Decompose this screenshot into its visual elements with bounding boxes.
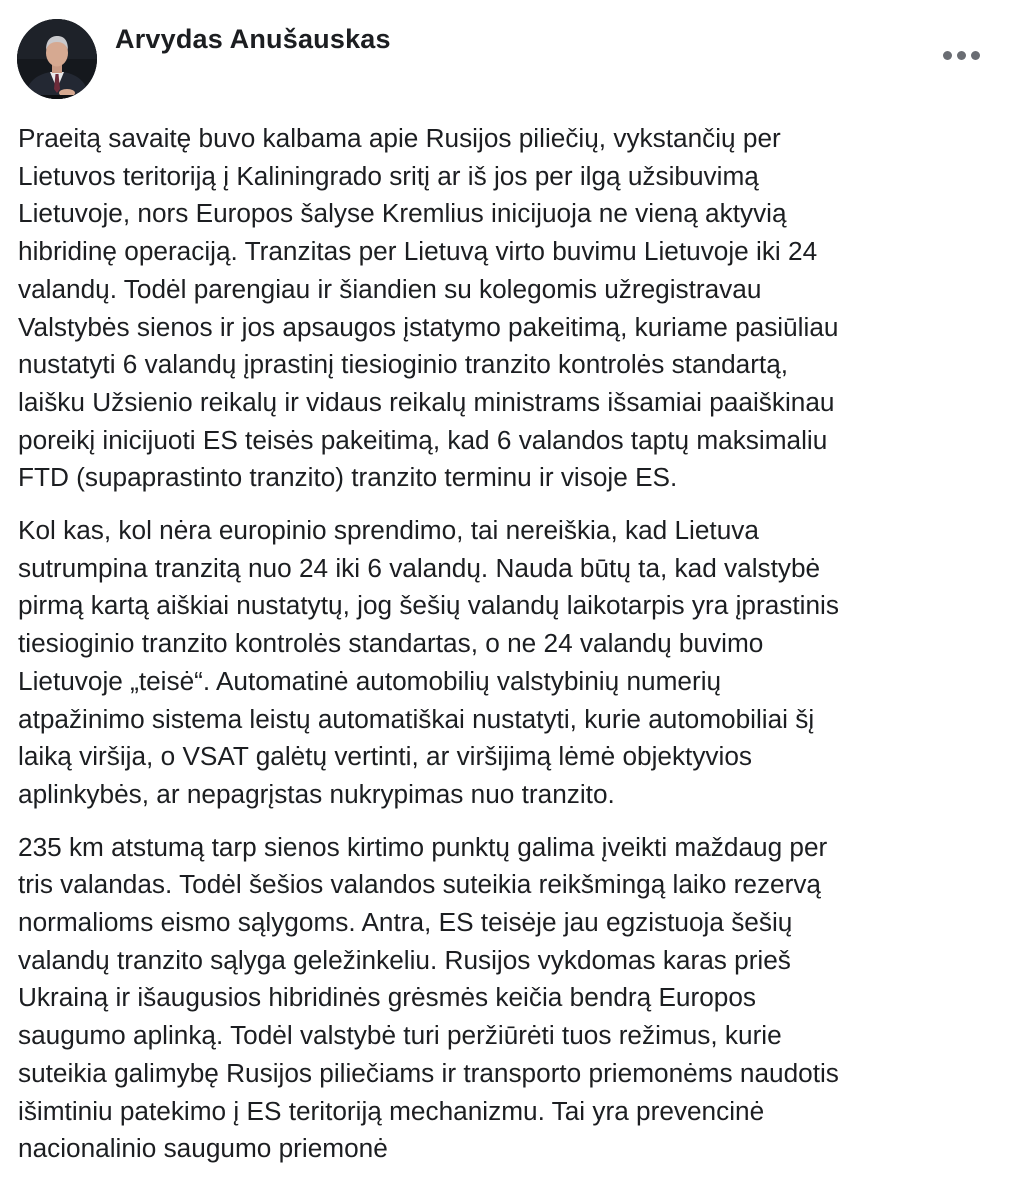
author-name[interactable]: Arvydas Anušauskas [115,24,391,54]
more-options-button[interactable] [936,40,986,70]
ellipsis-icon [957,51,966,60]
post-paragraph: Kol kas, kol nėra europinio sprendimo, tai nereiškia, kad Lietuva sutrumpina tranzitą nuo 24 iki 6 valandų. Nauda būtų ta, kad valstybė pirmą kartą aiškiai nustatytų, jog šešių valandų laikotarpis yra įprastinis tiesioginio tranzito kontrolės standartas, o ne 24 valandų buvimo Lietuvoje „teisė“. Automatinė automobilių valstybinių numerių atpažinimo sistema leistų automatiškai nustatyti, kurie automobiliai šį laiką viršija, o VSAT galėtų vertinti, ar viršijimą lėmė objektyvios aplinkybės, ar nepagrįstas nukrypimas nuo tranzito. [18,515,839,809]
post-header [0,0,1010,110]
post-paragraph: Praeitą savaitę buvo kalbama apie Rusijos piliečių, vykstančių per Lietuvos teritoriją į Kaliningrado sritį ar iš jos per ilgą užsibuvimą Lietuvoje, nors Europos šalyse Kremlius inicijuoja ne vieną aktyvią hibridinę operaciją. Tranzitas per Lietuvą virto buvimu Lietuvoje iki 24 valandų. Todėl parengiau ir šiandien su kolegomis užregistravau Valstybės sienos ir jos apsaugos įstatymo pakeitimą, kuriame pasiūliau nustatyti 6 valandų įprastinį tiesioginio tranzito kontrolės standartą, laišku Užsienio reikalų ir vidaus reikalų ministrams išsamiai paaiškinau poreikį inicijuoti ES teisės pakeitimą, kad 6 valandos taptų maksimaliu FTD (supaprastinto tranzito) tranzito terminu ir visoje ES. [18,123,839,493]
ellipsis-icon [943,51,952,60]
author-avatar[interactable] [17,19,97,99]
ellipsis-icon [971,51,980,60]
post-body [18,120,1003,1183]
profile-photo-icon [17,19,97,99]
post-paragraph: 235 km atstumą tarp sienos kirtimo punktų galima įveikti maždaug per tris valandas. Todėl šešios valandos suteikia reikšmingą laiko rezervą normalioms eismo sąlygoms. Antra, ES teisėje jau egzistuoja šešių valandų tranzito sąlyga geležinkeliu. Rusijos vykdomas karas prieš Ukrainą ir išaugusios hibridinės grėsmės keičia bendrą Europos saugumo aplinką. Todėl valstybė turi peržiūrėti tuos režimus, kurie suteikia galimybę Rusijos piliečiams ir transporto priemonėms naudotis išimtiniu patekimo į ES teritoriją mechanizmu. Tai yra prevencinė nacionalinio saugumo priemonė [18,831,839,1164]
